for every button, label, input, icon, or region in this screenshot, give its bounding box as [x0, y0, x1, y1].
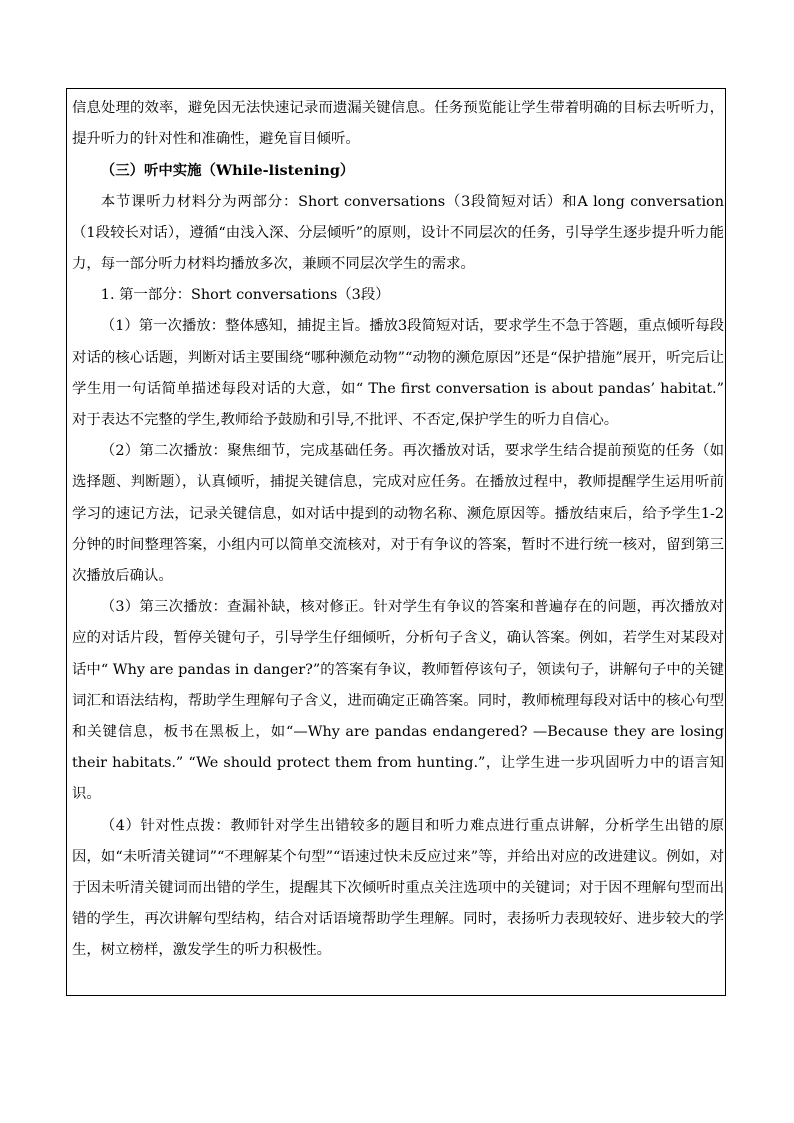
- paragraph-targeted-guidance: （4）针对性点拨：教师针对学生出错较多的题目和听力难点进行重点讲解，分析学生出错的原因，如“未听清关键词”“不理解某个句型”“语速过快未反应过来”等，并给出对应的改进建议。例如，对于因未听清关键词而出错的学生，提醒其下次倾听时重点关注选项中的关键词；对于因不理解句型而出错的学生，再次讲解句型结构，结合对话语境帮助学生理解。同时，表扬听力表现较好、进步较大的学生，树立榜样，激发学生的听力积极性。: [72, 817, 724, 959]
- document-body: [72, 93, 724, 967]
- section-heading-while-listening: （三）听中实施（While-listening）: [100, 162, 355, 180]
- paragraph-first-play: （1）第一次播放：整体感知，捕捉主旨。播放3段简短对话，要求学生不急于答题，重点倾听每段对话的核心话题，判断对话主要围绕“哪种濒危动物”“动物的濒危原因”还是“保护措施”展开，听完后让学生用一句话简单描述每段对话的大意，如“ The first conversation is about pandas’ habitat.” 对于表达不完整的学生,教师给予鼓励和引导,不批评、不否定,保护学生的听力自信心。: [72, 318, 724, 429]
- paragraph-intro: 本节课听力材料分为两部分：Short conversations（3段简短对话）和A long conversation（1段较长对话），遵循“由浅入深、分层倾听”的原则，设计不同层次的任务，引导学生逐步提升听力能力，每一部分听力材料均播放多次，兼顾不同层次学生的需求。: [72, 193, 724, 273]
- paragraph-second-play: （2）第二次播放：聚焦细节，完成基础任务。再次播放对话，要求学生结合提前预览的任务（如选择题、判断题），认真倾听，捕捉关键信息，完成对应任务。在播放过程中，教师提醒学生运用听前学习的速记方法，记录关键信息，如对话中提到的动物名称、濒危原因等。播放结束后，给予学生1-2分钟的时间整理答案，小组内可以简单交流核对，对于有争议的答案，暂时不进行统一核对，留到第三次播放后确认。: [72, 443, 724, 585]
- paragraph-third-play: （3）第三次播放：查漏补缺，核对修正。针对学生有争议的答案和普遍存在的问题，再次播放对应的对话片段，暂停关键句子，引导学生仔细倾听，分析句子含义，确认答案。例如，若学生对某段对话中“ Why are pandas in danger?”的答案有争议，教师暂停该句子，领读句子，讲解句子中的关键词汇和语法结构，帮助学生理解句子含义，进而确定正确答案。同时，教师梳理每段对话中的核心句型和关键信息，板书在黑板上，如“—Why are pandas endangered? —Because they are losing their habitats.” “We should protect them from hunting.”，让学生进一步巩固听力中的语言知识。: [72, 599, 724, 803]
- subheading-part-one: 1. 第一部分：Short conversations（3段）: [100, 287, 390, 304]
- paragraph-continuation: 信息处理的效率，避免因无法快速记录而遗漏关键信息。任务预览能让学生带着明确的目标去听听力，提升听力的针对性和准确性，避免盲目倾听。: [72, 100, 724, 148]
